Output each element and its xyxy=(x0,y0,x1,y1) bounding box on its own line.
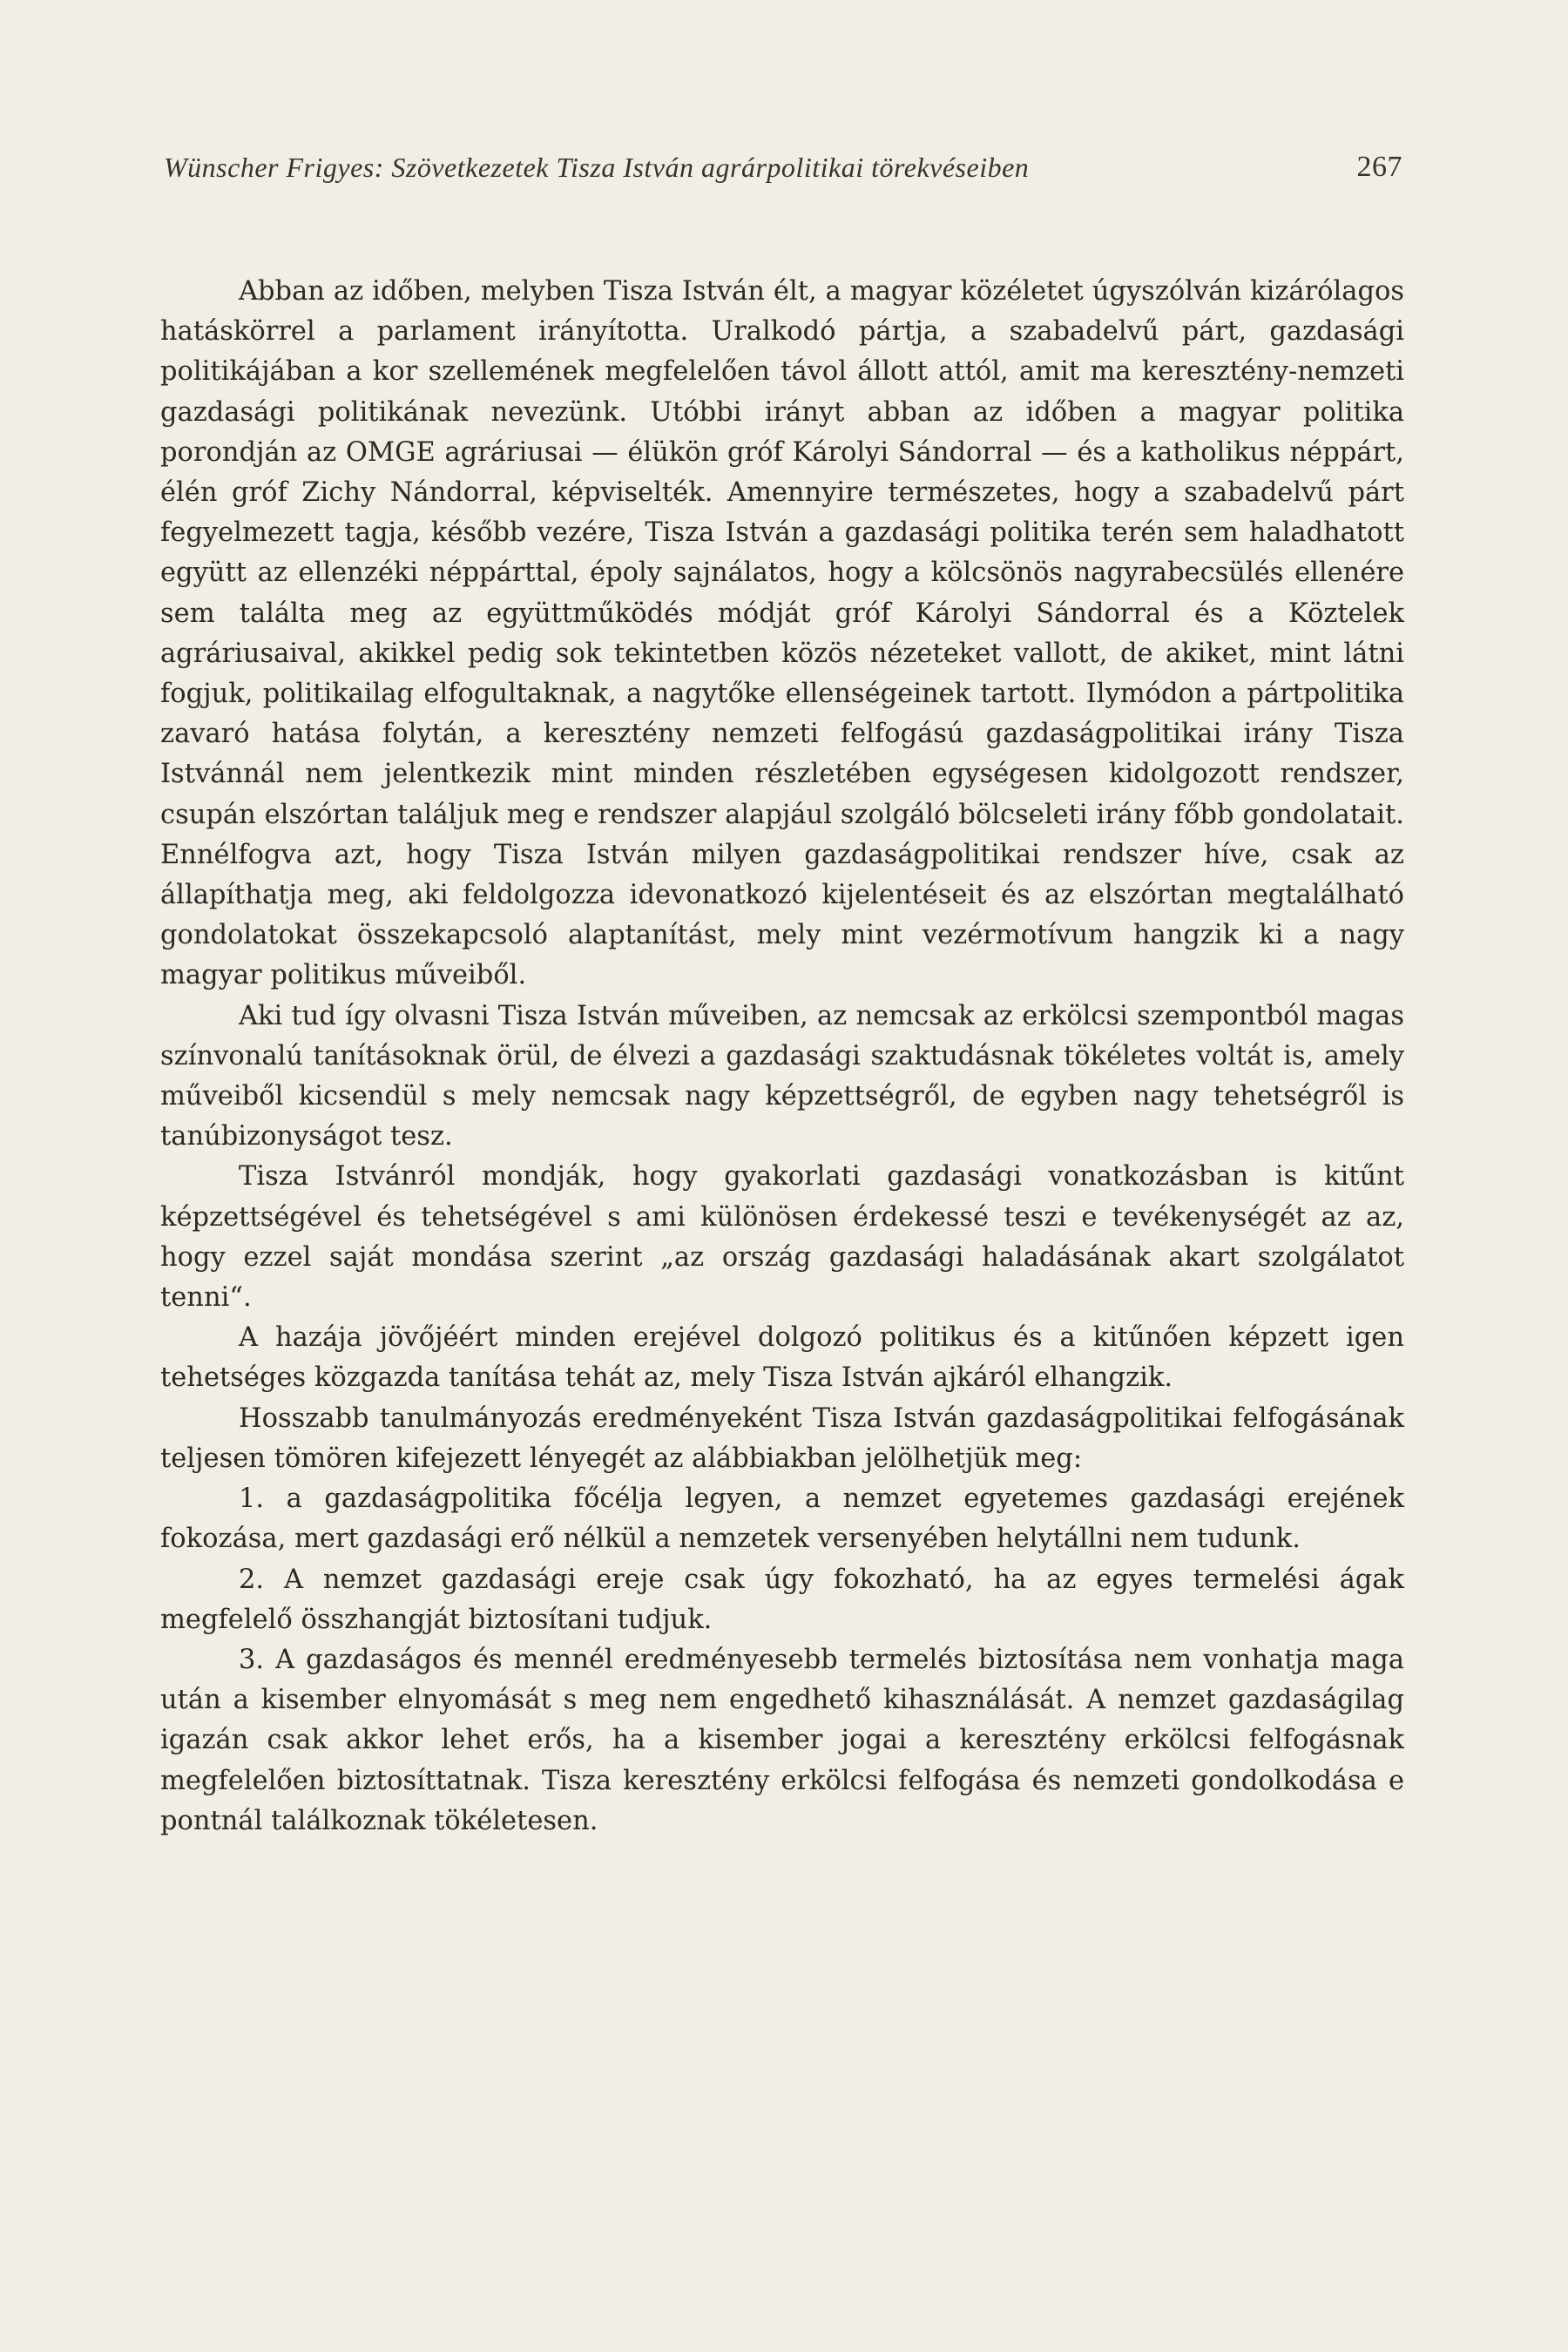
paragraph: Aki tud így olvasni Tisza István műveiben, az nemcsak az erkölcsi szempontból magas színvonalú tanításoknak örül, de élvezi a gazdasági szaktudásnak tökéletes voltát is, amely műveiből kicsendül s mely nemcsak nagy képzettségről, de egyben nagy tehetségről is tanúbizonyságot tesz. xyxy=(160,1000,1404,1152)
running-title: Wünscher Frigyes: Szövetkezetek Tisza István agrárpolitikai törekvéseiben xyxy=(164,152,1030,183)
paragraph: Abban az időben, melyben Tisza István élt, a magyar közéletet úgyszólván kizárólagos hatáskörrel a parlament irányította. Uralkodó pártja, a szabadelvű párt, gazdasági politikájában a kor szellemének megfelelően távol állott attól, amit ma keresztény-nemzeti gazdasági politikának nevezünk. Utóbbi irányt abban az időben a magyar politika porondján az OMGE agráriusai — élükön gróf Károlyi Sándorral — és a katholikus néppárt, élén gróf Zichy Nándorral, képviselték. Amennyire természetes, hogy a szabadelvű párt fegyelmezett tagja, később vezére, Tisza István a gazdasági politika terén sem haladhatott együtt az ellenzéki néppárttal, époly sajnálatos, hogy a kölcsönös nagyrabecsülés ellenére sem találta meg az együttműködés módját gróf Károlyi Sándorral és a Köztelek agráriusaival, akikkel pedig sok tekintetben közös nézeteket vallott, de akiket, mint látni fogjuk, politikailag elfogultaknak, a nagytőke ellenségeinek tartott. Ilymódon a pártpolitika zavaró hatása folytán, a keresztény nemzeti felfogású gazdaságpolitikai irány Tisza Istvánnál nem jelentkezik mint minden részletében egységesen kidolgozott rendszer, csupán elszórtan találjuk meg e rendszer alapjául szolgáló bölcseleti irány főbb gondolatait. Ennélfogva azt, hogy Tisza István milyen gazdaságpolitikai rendszer híve, csak az állapíthatja meg, aki feldolgozza idevonatkozó kijelentéseit és az elszórtan megtalálható gondolatokat összekapcsoló alaptanítást, mely mint vezérmotívum hangzik ki a nagy magyar politikus műveiből. xyxy=(160,276,1404,991)
paragraph: A hazája jövőjéért minden erejével dolgozó politikus és a kitűnően képzett igen tehetséges közgazda tanítása tehát az, mely Tisza István ajkáról elhangzik. xyxy=(160,1322,1404,1394)
page-number: 267 xyxy=(1356,151,1402,183)
running-header xyxy=(164,148,1402,186)
list-item: 2. A nemzet gazdasági ereje csak úgy fokozható, ha az egyes termelési ágak megfelelő összhangját biztosítani tudjuk. xyxy=(160,1564,1404,1635)
list-item: 1. a gazdaságpolitika főcélja legyen, a nemzet egyetemes gazdasági erejének fokozása, mert gazdasági erő nélkül a nemzetek versenyében helytállni nem tudunk. xyxy=(160,1484,1404,1555)
paragraph: Hosszabb tanulmányozás eredményeként Tisza István gazdaságpolitikai felfogásának teljesen tömören kifejezett lényegét az alábbiakban jelölhetjük meg: xyxy=(160,1402,1404,1474)
paragraph: Tisza Istvánról mondják, hogy gyakorlati gazdasági vonatkozásban is kitűnt képzettségével és tehetségével s ami különösen érdekessé teszi e tevékenységét az az, hogy ezzel saját mondása szerint „az ország gazdasági haladásának akart szolgálatot tenni“. xyxy=(160,1161,1404,1314)
list-item: 3. A gazdaságos és mennél eredményesebb termelés biztosítása nem vonhatja maga után a kisember elnyomását s meg nem engedhető kihasználását. A nemzet gazdaságilag igazán csak akkor lehet erős, ha a kisember jogai a keresztény erkölcsi felfogásnak megfelelően biztosíttatnak. Tisza keresztény erkölcsi felfogása és nemzeti gondolkodása e pontnál találkoznak tökéletesen. xyxy=(160,1644,1404,1836)
body-text xyxy=(160,272,1404,1842)
